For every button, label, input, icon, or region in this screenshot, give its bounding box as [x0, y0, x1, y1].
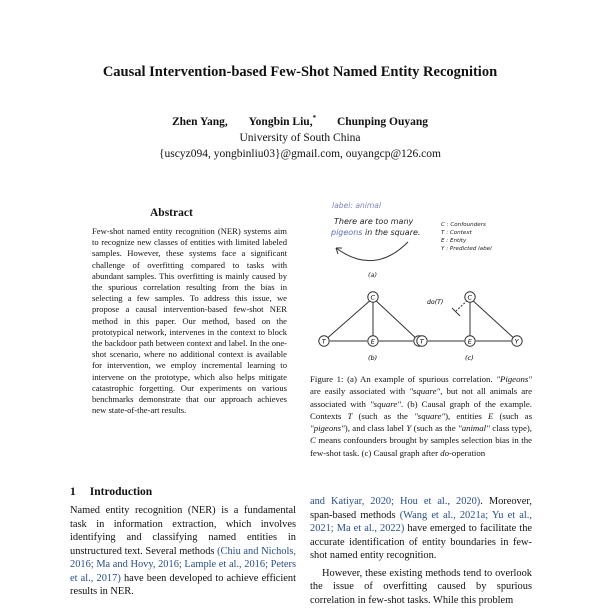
causal-graph-b: [319, 292, 424, 362]
affiliation: University of South China: [239, 131, 361, 144]
svg-text:Y: Y: [514, 337, 519, 346]
emails: {uscyz094, yongbinliu03}@gmail.com, ouyangcp@126.com: [159, 147, 441, 160]
panel-a-label: (a): [368, 271, 378, 279]
citation: (Wang et al., 2021a; Yu et al., 2021; Ma et al., 2022): [310, 509, 532, 534]
intro-paragraph: Named entity recognition (NER) is a fundamental task in information extraction, which involves identifying and classifying named entities in unstructured text. Several methods (Chiu and Nichols, 2016; Ma and Hovy, 2016; Lample et al., 2016; Peters et al., 2017) have been developed to achieve efficient results in NER.: [70, 505, 296, 597]
fig-sentence-line1: There are too many: [334, 217, 414, 226]
paragraph: However, these existing methods tend to overlook the issue of overfitting caused by spurious correlation in few-shot tasks. While this problem: [310, 567, 532, 606]
author-1: Zhen Yang,: [171, 115, 228, 128]
do-operation-label: do(T): [427, 299, 444, 306]
author-block: [0, 110, 600, 162]
svg-text:E: E: [370, 337, 375, 346]
paper-title: Causal Intervention-based Few-Shot Named Entity Recognition: [102, 64, 498, 80]
abstract-text: Few-shot named entity recognition (NER) systems aim to recognize new classes of entities with limited labeled samples. However, these systems face a significant challenge of overfitting compared to tasks with abundant samples. This overfitting is mainly caused by the spurious correlation resulting from the bias in selecting a few samples. To address this issue, we propose a causal intervention-based few-shot NER method in this paper. Our method, based on the prototypical network, intervenes in the context to block the backdoor path between context and label. In the one-shot scenario, where no additional context is available for intervention, we employ incremental learning to intervene on the prototype, which also helps mitigate catastrophic forgetting. Our experiments on various benchmarks demonstrate that our approach achieves new state-of-the-art results.: [92, 226, 287, 416]
paragraph: and Katiyar, 2020; Hou et al., 2020). Moreover, span-based methods (Wang et al., 2021a; Yu et al., 2021; Ma et al., 2022) have emerged to facilitate the accurate identification of entity boundaries in few-shot named entity recognition.: [310, 496, 532, 561]
section-number: 1: [70, 486, 76, 498]
citation: (Chiu and Nichols, 2016; Ma and Hovy, 2016; Lample et al., 2016; Peters et al., 2017): [70, 545, 296, 584]
svg-text:T: T: [321, 337, 326, 346]
section-title: Introduction: [89, 486, 153, 498]
author-names: [0, 110, 600, 130]
svg-text:C: C: [370, 293, 376, 302]
legend-item: Y : Predicted label: [441, 246, 492, 252]
section-heading: [70, 486, 152, 498]
citation: and Katiyar, 2020; Hou et al., 2020): [310, 496, 481, 507]
right-column-text: [310, 495, 532, 611]
panel-b-label: (b): [368, 354, 378, 362]
author-3: Chunping Ouyang: [336, 115, 429, 128]
figure-caption: Figure 1: (a) An example of spurious correlation. "Pigeons" are easily associated with "square", but not all animals are associated with "square". (b) Causal graph of the example. Contexts T (such as the "square"), entities E (such as "pigeons"), and class label Y (such as the "animal" class type), C means confounders brought by samples selection bias in the few-shot task. (c) Causal graph after do-operation: [310, 374, 533, 458]
fig-sentence-line2: pigeons in the square.: [331, 228, 421, 237]
fig-association-arrow: [336, 242, 408, 261]
svg-text:T: T: [419, 337, 424, 346]
abstract-heading: Abstract: [150, 207, 193, 219]
fig-label-text: label: animal: [332, 201, 382, 210]
figure-1: [304, 198, 540, 368]
causal-graph-c: [417, 292, 522, 362]
legend-item: T : Context: [441, 230, 472, 236]
legend-item: E : Entity: [441, 238, 467, 244]
author-2: Yongbin Liu,*: [248, 114, 317, 128]
svg-text:E: E: [467, 337, 472, 346]
corresponding-mark: *: [312, 114, 317, 122]
panel-c-label: (c): [465, 354, 474, 362]
svg-text:C: C: [467, 293, 473, 302]
legend-item: C : Confounders: [441, 222, 486, 228]
